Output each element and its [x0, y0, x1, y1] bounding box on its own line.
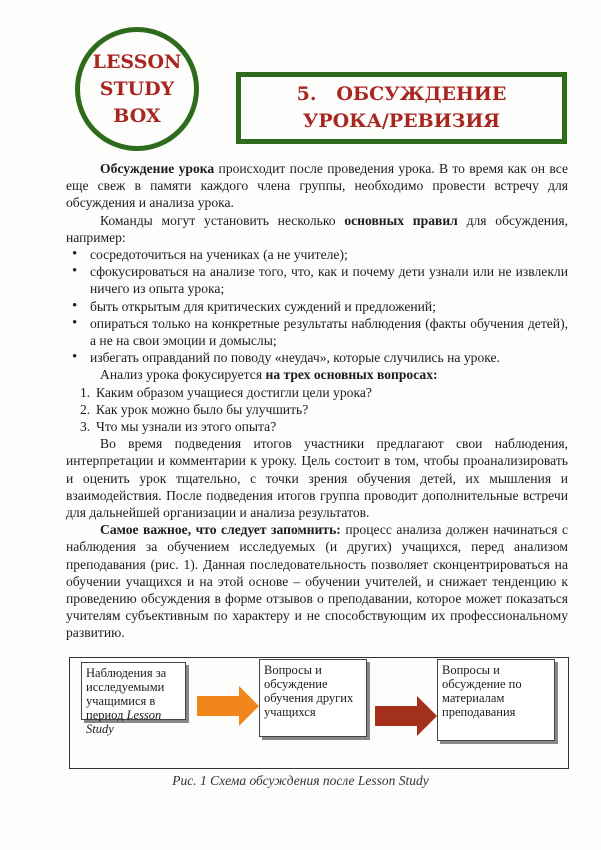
- list-item: • избегать оправданий по поводу «неудач», которые случились на уроке.: [66, 349, 568, 366]
- arrow-icon: [375, 696, 439, 736]
- paragraph-intro: [66, 160, 568, 212]
- list-text: Что мы узнали из этого опыта?: [96, 419, 277, 435]
- rules-list: [66, 246, 568, 366]
- list-number: 2.: [80, 401, 91, 417]
- paragraph-text: Команды могут установить несколько: [100, 212, 345, 228]
- paragraph-text: для обсуждения, например:: [66, 212, 569, 245]
- badge-line: LESSON: [92, 50, 182, 73]
- list-item: • быть открытым для критических суждений и предложений;: [66, 298, 568, 315]
- list-number: 1.: [80, 384, 91, 400]
- questions-list: [66, 384, 568, 436]
- paragraph-text: Анализ урока фокусируется: [100, 367, 266, 383]
- diagram-box-text: Вопросы и обсуждение по материалам преподавания: [442, 663, 522, 719]
- paragraph-key-point: [66, 521, 568, 641]
- arrow-icon: [197, 686, 261, 726]
- list-text: Каким образом учащиеся достигли цели урока?: [96, 384, 372, 400]
- bold-term: Обсуждение урока: [100, 161, 215, 176]
- list-item: • сфокусироваться на анализе того, что, как и почему дети узнали или не извлекли ничего из опыта урока;: [66, 263, 568, 297]
- diagram-box-text: Вопросы и обсуждение обучения других учащихся: [264, 663, 354, 719]
- bold-term: Самое важное, что следует запомнить:: [100, 522, 341, 538]
- bold-term: основных правил: [344, 212, 458, 228]
- bold-term: на трех основных вопросах:: [265, 367, 438, 383]
- diagram-box-teaching-materials: [437, 659, 555, 741]
- paragraph-text: процесс анализа должен начинаться с наблюдения за обучением исследуемых (и других) учащихся, перед анализом преподавания (рис. 1). Данная последовательность позволяет сконцентрироваться на обучении учащихся и на этой основе – обучении учителей, и снижает тенденцию к проведению обсуждения в форме отзывов о преподавании, которое может показаться учителям субъективным по характеру и не способствующим их профессиональному развитию.: [66, 522, 568, 641]
- list-item: [66, 384, 568, 401]
- section-title-line: 5. ОБСУЖДЕНИЕ: [296, 83, 507, 105]
- list-item: [66, 418, 568, 435]
- list-number: 3.: [80, 419, 91, 435]
- list-item: • сосредоточиться на учениках (а не учителе);: [66, 246, 568, 263]
- section-title-box: [236, 72, 567, 144]
- lesson-study-box-badge: [75, 27, 199, 151]
- diagram-box-observations: [81, 662, 186, 736]
- paragraph-rules: [66, 212, 568, 246]
- paragraph-text: происходит после проведения урока. В то время как он все еще свеж в памяти каждого члена группы, необходимо провести встречу для обсуждения и анализа урока.: [66, 161, 568, 211]
- list-text: Как урок можно было бы улучшить?: [96, 401, 309, 417]
- paragraph-questions-intro: [66, 366, 568, 383]
- paragraph-debrief: Во время подведения итогов участники предлагают свои наблюдения, интерпретации и комментарии к уроку. Цель состоит в том, чтобы проанализировать и оценить урок тщательно, с точки зрения обучения детей, их мышления и взаимодействия. После подведения итогов группа проводит дополнительные встречи для дальнейшей организации и анализа результатов.: [66, 436, 568, 521]
- badge-line: STUDY: [99, 77, 175, 100]
- badge-line: BOX: [113, 104, 161, 127]
- figure-caption: Рис. 1 Схема обсуждения после Lesson Study: [172, 773, 429, 788]
- list-item: [66, 401, 568, 418]
- section-title-line: УРОКА/РЕВИЗИЯ: [302, 110, 501, 132]
- list-item: • опираться только на конкретные результаты наблюдения (факты обучения детей), а не на свои эмоции и домыслы;: [66, 315, 568, 349]
- body-text: [66, 160, 568, 642]
- diagram-box-other-students: [259, 659, 367, 737]
- diagram-box-text: Lesson Study: [86, 708, 162, 736]
- diagram-box-text: Наблюдения за исследуемыми учащимися в период: [86, 666, 167, 722]
- discussion-flow-diagram: [69, 657, 569, 769]
